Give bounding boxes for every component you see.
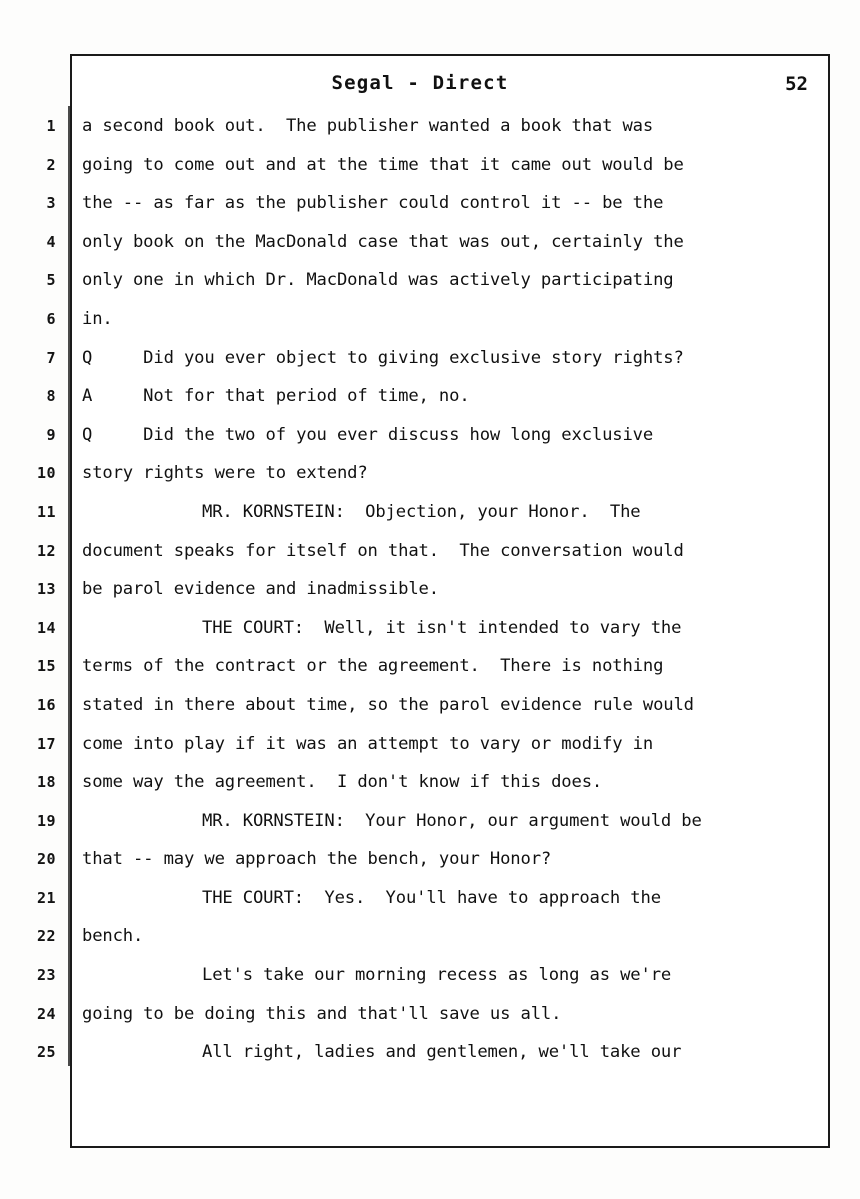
line-text: All right, ladies and gentlemen, we'll take our: [202, 1042, 682, 1063]
transcript-line: [0, 229, 860, 268]
transcript-line: [0, 538, 860, 577]
transcript-line: [0, 383, 860, 422]
transcript-line: [0, 808, 860, 847]
transcript-line: [0, 615, 860, 654]
line-text: the -- as far as the publisher could control it -- be the: [82, 193, 664, 214]
line-text: story rights were to extend?: [82, 463, 368, 484]
line-text: bench.: [82, 926, 144, 947]
transcript-line: [0, 113, 860, 152]
line-text: only book on the MacDonald case that was out, certainly the: [82, 231, 684, 252]
line-text: terms of the contract or the agreement. There is nothing: [82, 656, 664, 677]
line-number: 22: [36, 927, 56, 946]
transcript-line: [0, 190, 860, 229]
line-text: Let's take our morning recess as long as we're: [202, 965, 672, 986]
transcript-line: [0, 846, 860, 885]
line-number: 9: [46, 425, 56, 444]
transcript-line: [0, 923, 860, 962]
line-text: going to be doing this and that'll save us all.: [82, 1003, 562, 1024]
line-number: 20: [36, 850, 56, 869]
transcript-body: [0, 113, 860, 1078]
line-number: 2: [46, 155, 56, 174]
transcript-line: [0, 1001, 860, 1040]
line-text: a second book out. The publisher wanted a book that was: [82, 116, 654, 136]
transcript-line: [0, 731, 860, 770]
transcript-line: [0, 769, 860, 808]
transcript-line: [0, 576, 860, 615]
line-number: 1: [46, 117, 56, 135]
line-number: 12: [36, 541, 56, 560]
line-number: 13: [36, 580, 56, 599]
line-number: 7: [46, 348, 56, 367]
line-number: 24: [36, 1004, 56, 1023]
transcript-line: [0, 306, 860, 345]
line-number: 17: [36, 734, 56, 753]
line-text: be parol evidence and inadmissible.: [82, 579, 439, 600]
line-number: 21: [36, 888, 56, 907]
line-text: going to come out and at the time that it came out would be: [82, 154, 684, 175]
page-title: Segal - Direct: [331, 72, 509, 94]
page-number: 52: [785, 73, 808, 95]
transcript-line: [0, 460, 860, 499]
transcript-line: [0, 422, 860, 461]
line-text: stated in there about time, so the parol evidence rule would: [82, 694, 694, 715]
line-number: 3: [46, 194, 56, 213]
line-text: THE COURT: Yes. You'll have to approach the: [202, 887, 661, 908]
line-number: 23: [36, 966, 56, 985]
transcript-line: [0, 267, 860, 306]
line-number: 8: [46, 387, 56, 406]
line-number: 15: [36, 657, 56, 676]
transcript-line: [0, 499, 860, 538]
line-text: come into play if it was an attempt to vary or modify in: [82, 733, 654, 754]
transcript-line: [0, 345, 860, 384]
transcript-line: [0, 653, 860, 692]
line-number: 6: [46, 309, 56, 328]
line-number: 25: [36, 1043, 56, 1062]
line-number: 11: [36, 502, 56, 521]
line-number: 5: [46, 271, 56, 290]
line-text: Q Did the two of you ever discuss how long exclusive: [82, 424, 654, 445]
line-text: Q Did you ever object to giving exclusive story rights?: [82, 347, 684, 368]
line-number: 10: [36, 464, 56, 483]
line-text: document speaks for itself on that. The conversation would: [82, 540, 684, 561]
line-number: 14: [36, 618, 56, 637]
page-header: [70, 72, 830, 106]
line-number: 4: [46, 232, 56, 251]
transcript-line: [0, 692, 860, 731]
line-text: that -- may we approach the bench, your Honor?: [82, 849, 552, 870]
line-text: in.: [82, 308, 113, 329]
transcript-line: [0, 152, 860, 191]
line-text: only one in which Dr. MacDonald was actively participating: [82, 270, 674, 291]
line-text: THE COURT: Well, it isn't intended to vary the: [202, 617, 682, 638]
transcript-line: [0, 962, 860, 1001]
line-text: A Not for that period of time, no.: [82, 386, 470, 407]
line-number: 16: [36, 695, 56, 714]
transcript-line: [0, 1039, 860, 1078]
transcript-line: [0, 885, 860, 924]
line-text: MR. KORNSTEIN: Your Honor, our argument would be: [202, 810, 702, 831]
line-text: some way the agreement. I don't know if this does.: [82, 772, 603, 793]
line-number: 18: [36, 773, 56, 792]
line-number: 19: [36, 811, 56, 830]
line-text: MR. KORNSTEIN: Objection, your Honor. The: [202, 501, 641, 522]
